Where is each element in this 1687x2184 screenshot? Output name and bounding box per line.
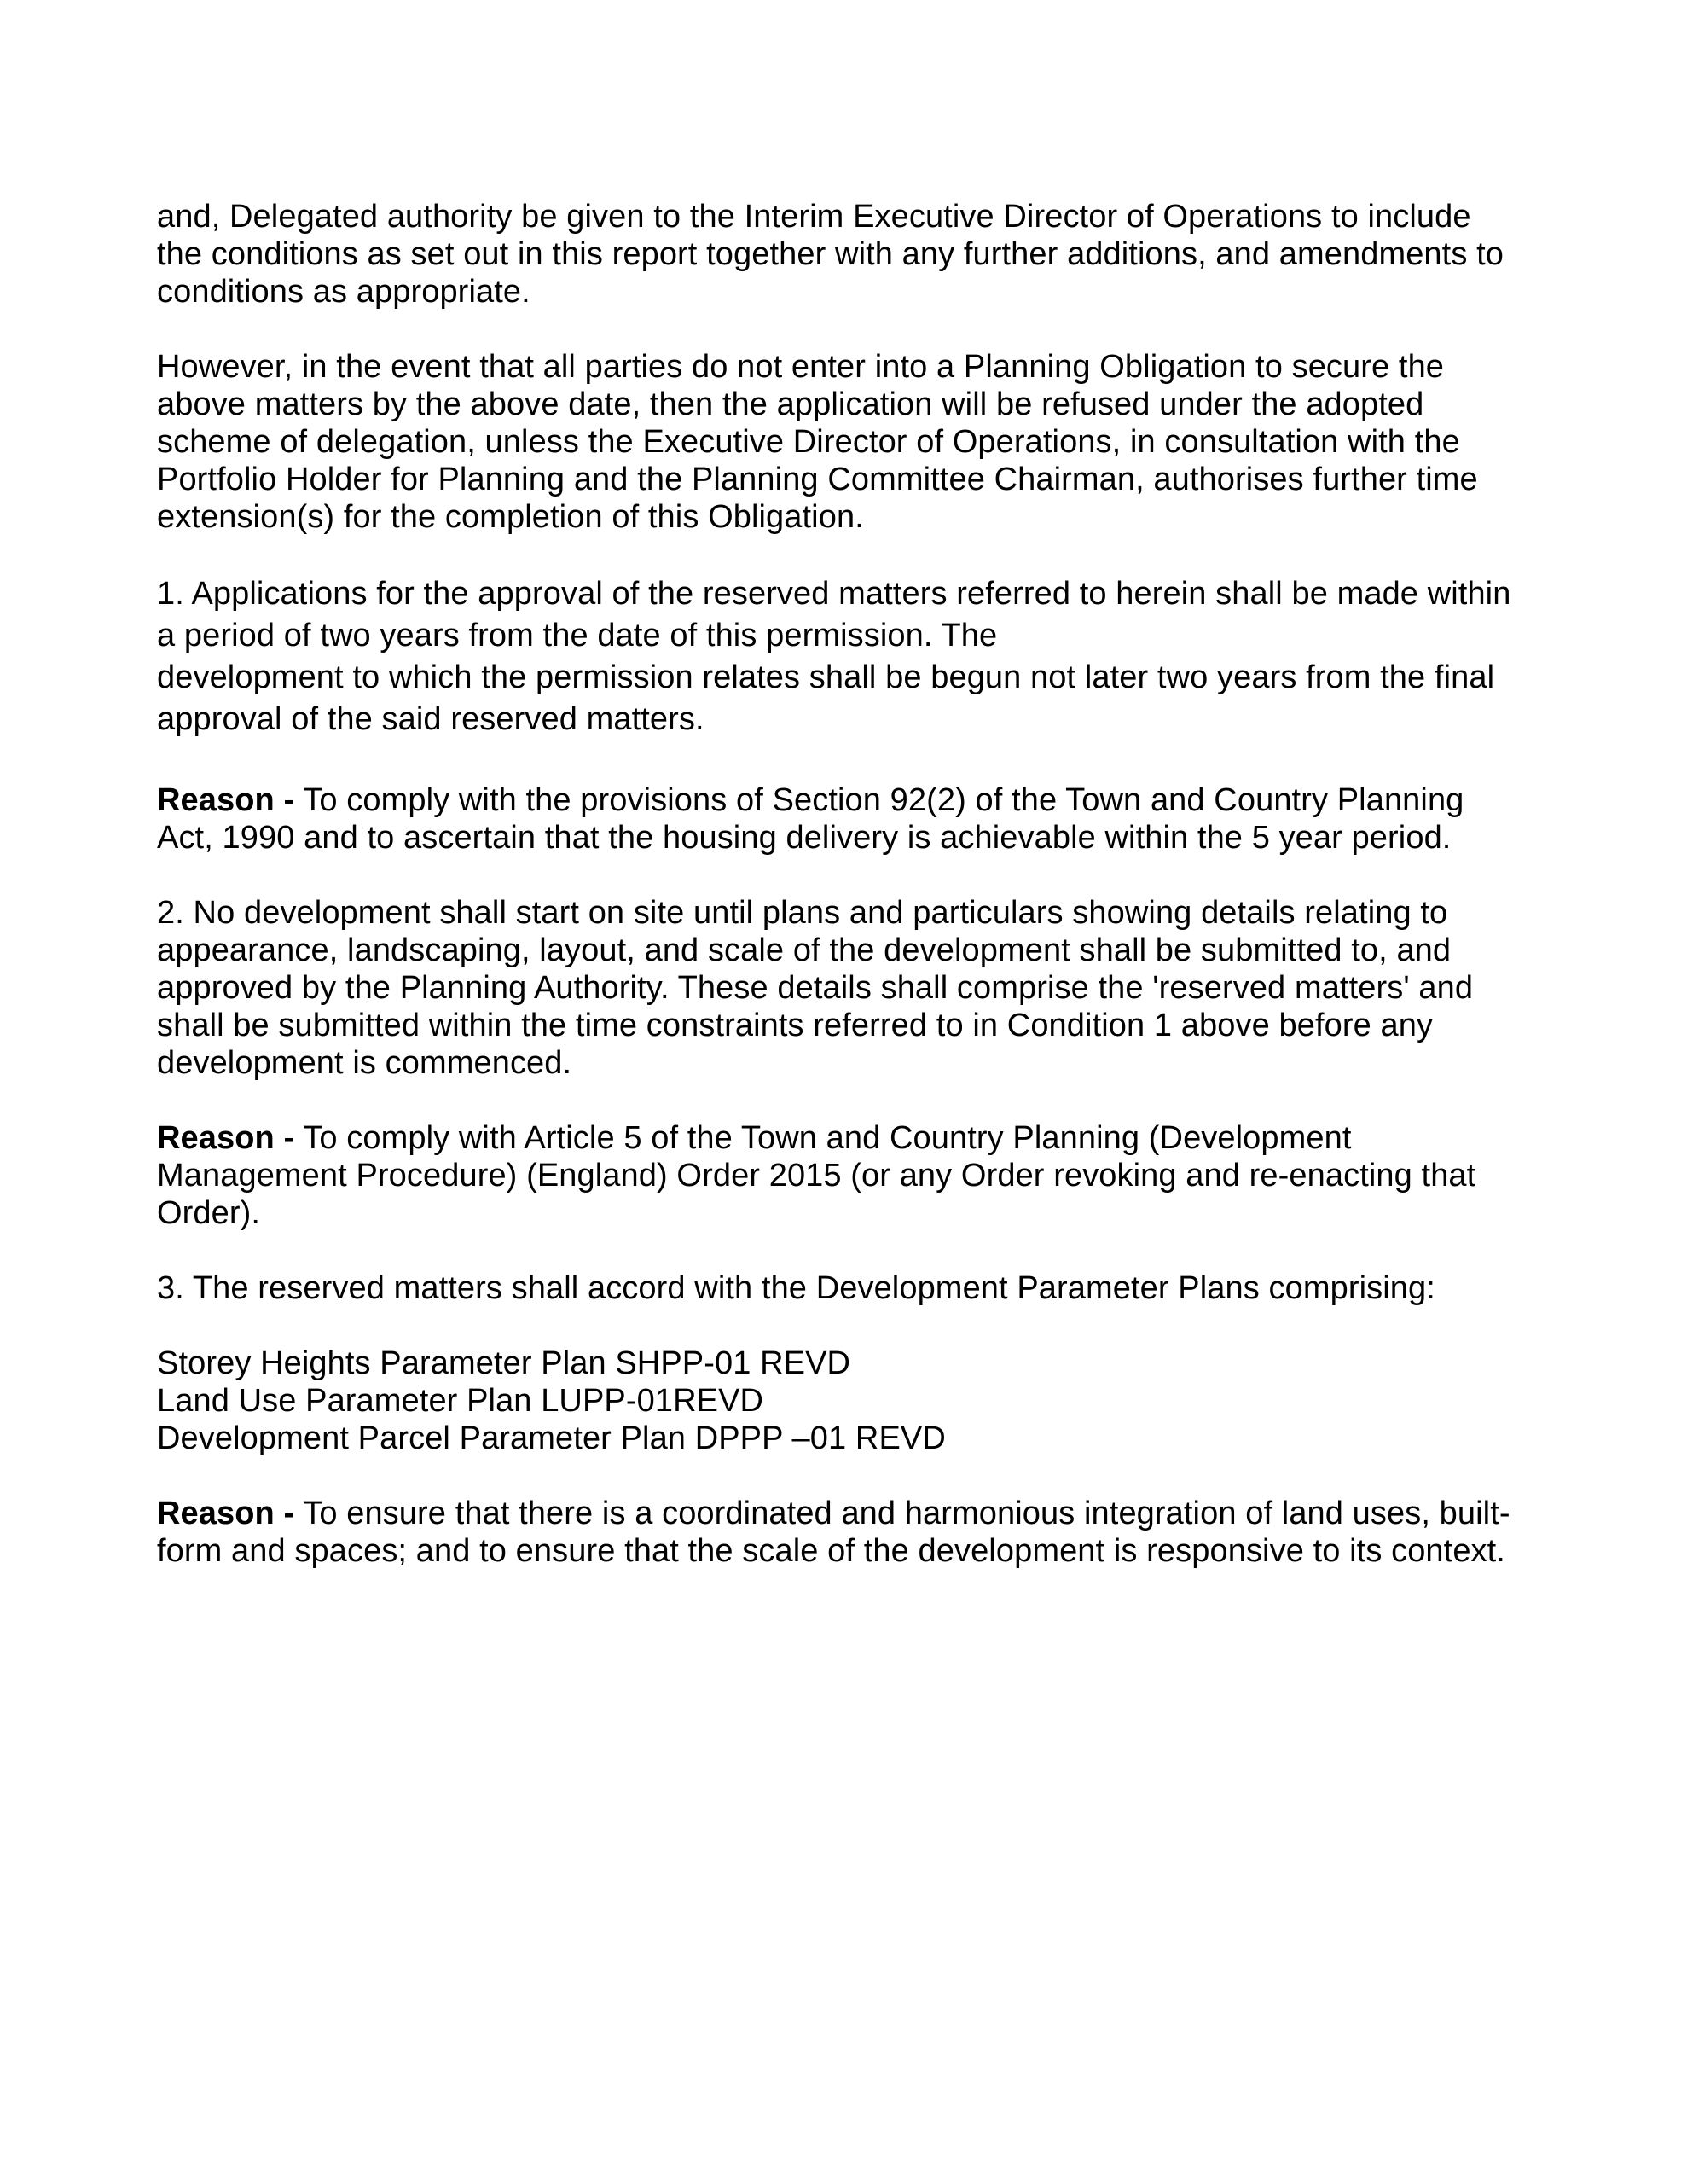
reason-label: Reason - — [157, 782, 295, 818]
text-line: 2. No development shall start on site until plans and particulars showing details relating to — [157, 895, 1448, 931]
reason-label: Reason - — [157, 1496, 295, 1531]
text-line: development is commenced. — [157, 1045, 572, 1081]
text-line — [157, 1495, 1556, 1532]
condition-3-paragraph — [157, 1269, 1556, 1307]
reason-2-paragraph — [157, 1119, 1556, 1232]
text-line: scheme of delegation, unless the Executive Director of Operations, in consultation with the — [157, 424, 1460, 460]
text-line: conditions as appropriate. — [157, 274, 530, 310]
text-line: 1. Applications for the approval of the reserved matters referred to herein shall be made within — [157, 576, 1511, 612]
text-line: a period of two years from the date of this permission. The — [157, 618, 998, 653]
text-line: Act, 1990 and to ascertain that the housing delivery is achievable within the 5 year period. — [157, 820, 1452, 856]
plan-item: Storey Heights Parameter Plan SHPP-01 REVD — [157, 1345, 851, 1381]
intro-paragraph — [157, 198, 1556, 311]
text-line: above matters by the above date, then the application will be refused under the adopted — [157, 386, 1424, 422]
text-line — [157, 1119, 1556, 1157]
reason-text: To comply with Article 5 of the Town and Country Planning (Development — [294, 1120, 1352, 1156]
text-line: approval of the said reserved matters. — [157, 701, 704, 737]
text-line: form and spaces; and to ensure that the scale of the development is responsive to its context. — [157, 1533, 1505, 1569]
text-line: and, Delegated authority be given to the Interim Executive Director of Operations to include — [157, 199, 1471, 235]
reason-text: To comply with the provisions of Section 92(2) of the Town and Country Planning — [294, 782, 1464, 818]
text-line: shall be submitted within the time constraints referred to in Condition 1 above before any — [157, 1008, 1434, 1043]
document-page — [157, 198, 1556, 1607]
text-line: 3. The reserved matters shall accord with the Development Parameter Plans comprising: — [157, 1270, 1435, 1306]
reason-3-paragraph — [157, 1495, 1556, 1570]
text-line: However, in the event that all parties do not enter into a Planning Obligation to secure the — [157, 349, 1445, 385]
text-line — [157, 781, 1556, 819]
text-line: Management Procedure) (England) Order 2015 (or any Order revoking and re-enacting that — [157, 1158, 1476, 1194]
text-line: appearance, landscaping, layout, and scale of the development shall be submitted to, and — [157, 932, 1452, 968]
condition-1-paragraph — [157, 573, 1556, 741]
text-line: extension(s) for the completion of this Obligation. — [157, 499, 864, 535]
text-line: the conditions as set out in this report together with any further additions, and amendments to — [157, 236, 1504, 272]
reason-text: To ensure that there is a coordinated and harmonious integration of land uses, built- — [294, 1496, 1510, 1531]
however-paragraph — [157, 348, 1556, 536]
reason-label: Reason - — [157, 1120, 295, 1156]
text-line: approved by the Planning Authority. These details shall comprise the 'reserved matters' and — [157, 970, 1474, 1006]
parameter-plans-list — [157, 1345, 1556, 1457]
plan-item: Development Parcel Parameter Plan DPPP –01 REVD — [157, 1420, 946, 1456]
text-line: Portfolio Holder for Planning and the Planning Committee Chairman, authorises further time — [157, 462, 1478, 497]
reason-1-paragraph — [157, 781, 1556, 857]
condition-2-paragraph — [157, 894, 1556, 1082]
plan-item: Land Use Parameter Plan LUPP-01REVD — [157, 1383, 764, 1419]
text-line: development to which the permission relates shall be begun not later two years from the final — [157, 659, 1495, 695]
text-line: Order). — [157, 1195, 261, 1231]
